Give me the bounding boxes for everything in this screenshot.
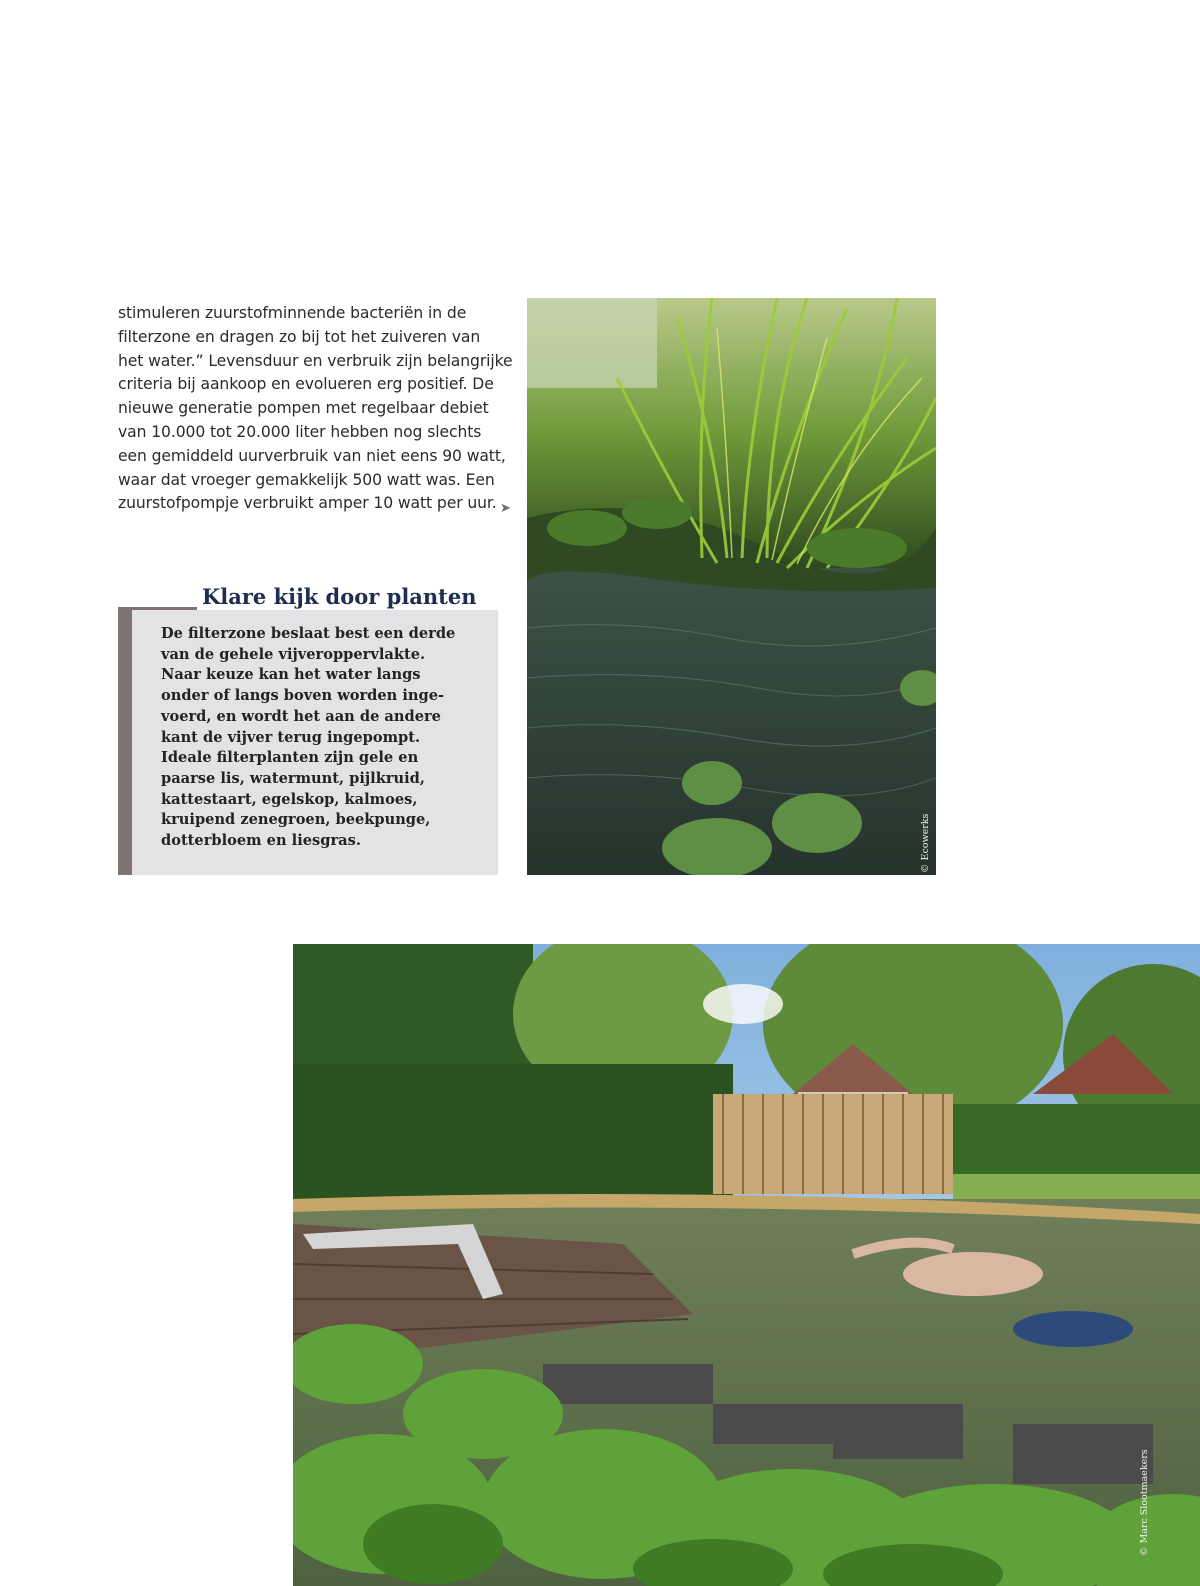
continue-arrow-icon: ➤ (500, 500, 511, 515)
body-line: stimuleren zuurstofminnende bacteriën in de (118, 304, 467, 322)
sidebar-box-heading: Klare kijk door planten (202, 584, 477, 609)
sidebar-line: kattestaart, egelskop, kalmoes, (161, 790, 418, 808)
swimming-pond-photo (293, 944, 1200, 1586)
body-line: van 10.000 tot 20.000 liter hebben nog slechts (118, 422, 482, 441)
body-line: nieuwe generatie pompen met regelbaar debiet (118, 399, 489, 418)
body-line: het water.” Levensduur en verbruik zijn belangrijke (118, 351, 513, 370)
body-line: zuurstofpompje verbruikt amper 10 watt per uur. (118, 494, 497, 513)
sidebar-line: Ideale filterplanten zijn gele en (161, 749, 419, 767)
sidebar-box-accent-bar (118, 607, 132, 875)
sidebar-line: De filterzone beslaat best een derde (161, 625, 456, 642)
sidebar-line: dotterbloem en liesgras. (161, 832, 361, 850)
sidebar-line: kruipend zenegroen, beekpunge, (161, 811, 431, 829)
photo-credit-bottom: © Marc Slootmaekers (1139, 1449, 1150, 1556)
sidebar-line: voerd, en wordt het aan de andere (161, 707, 441, 725)
body-line: filterzone en dragen zo bij tot het zuiveren van (118, 327, 481, 346)
sidebar-line: onder of langs boven worden inge- (161, 687, 445, 705)
photo-credit-top: © Ecowerks (920, 813, 931, 873)
sidebar-line: kant de vijver terug ingepompt. (161, 728, 421, 746)
sidebar-box-text (161, 624, 491, 852)
sidebar-line: Naar keuze kan het water langs (161, 666, 421, 684)
body-line: een gemiddeld uurverbruik van niet eens 90 watt, (118, 446, 506, 465)
body-line: criteria bij aankoop en evolueren erg positief. De (118, 375, 494, 394)
body-line: waar dat vroeger gemakkelijk 500 watt was. Een (118, 470, 495, 489)
sidebar-line: van de gehele vijveroppervlakte. (161, 645, 426, 663)
filter-plants-photo (527, 298, 936, 875)
sidebar-line: paarse lis, watermunt, pijlkruid, (161, 769, 425, 787)
article-body-text (118, 302, 513, 516)
